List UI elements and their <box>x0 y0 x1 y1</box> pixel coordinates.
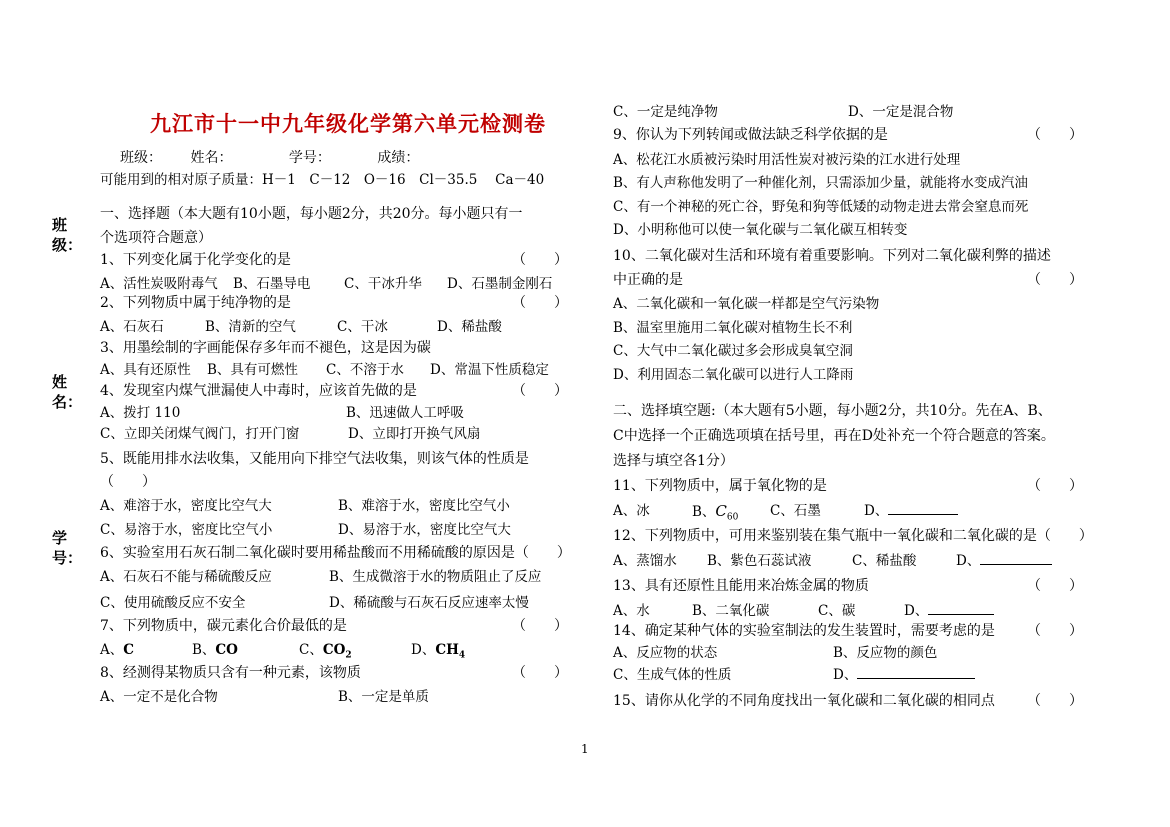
class-field-label: 班级： <box>120 150 162 166</box>
q7-option-b <box>192 641 238 659</box>
q11-option-b-subscript: 60 <box>726 512 739 523</box>
q7-option-c-prefix: C、 <box>299 642 323 658</box>
q10-stem-line2: 中正确的是 <box>613 272 683 288</box>
q7-option-d-subscript: 4 <box>458 650 466 661</box>
q12-option-d <box>956 552 1052 570</box>
q10-paren: （ ） <box>1027 272 1083 288</box>
q8-option-a: A、一定不是化合物 <box>100 689 218 705</box>
q5-option-b: B、难溶于水，密度比空气小 <box>338 498 510 514</box>
q9-stem: 9、你认为下列转闻或做法缺乏科学依据的是 <box>613 127 888 143</box>
q4-option-a: A、拨打 110 <box>100 405 181 421</box>
q1-paren: （ ） <box>512 252 568 268</box>
page-title: 九江市十一中九年级化学第六单元检测卷 <box>150 111 546 136</box>
student-info-row <box>120 147 419 167</box>
q14-option-a: A、反应物的状态 <box>613 645 718 661</box>
q10-option-c: C、大气中二氧化碳过多会形成臭氧空洞 <box>613 343 853 359</box>
q4-option-c: C、立即关闭煤气阀门，打开门窗 <box>100 426 300 442</box>
q9-option-c: C、有一个神秘的死亡谷，野兔和狗等低矮的动物走进去常会窒息而死 <box>613 199 1029 215</box>
q7-option-a-formula: C <box>123 642 134 658</box>
q7-option-c <box>299 641 352 665</box>
q6-option-d: D、稀硫酸与石灰石反应速率太慢 <box>329 595 529 611</box>
section1-heading-line1: 一、选择题（本大题有10小题，每小题2分，共20分。每小题只有一 <box>100 206 523 222</box>
q13-option-b: B、二氧化碳 <box>692 603 770 619</box>
section1-heading-line2: 个选项符合题意） <box>100 230 212 246</box>
q2-stem: 2、下列物质中属于纯净物的是 <box>100 295 291 311</box>
name-field-label: 姓名： <box>190 150 233 166</box>
q1-option-a: A、活性炭吸附毒气 <box>100 276 218 292</box>
q10-option-b: B、温室里施用二氧化碳对植物生长不利 <box>613 320 853 336</box>
q11-option-b-formula: C <box>715 502 727 520</box>
q13-option-c: C、碳 <box>818 603 856 619</box>
q2-paren: （ ） <box>512 295 568 311</box>
q14-option-c: C、生成气体的性质 <box>613 667 732 683</box>
q11-option-a: A、冰 <box>613 503 650 519</box>
q7-option-c-formula: CO <box>322 642 346 658</box>
atomic-mass-note: 可能用到的相对原子质量：H－1 C－12 O－16 Cl－35.5 Ca－40 <box>100 172 545 188</box>
q14-option-b: B、反应物的颜色 <box>833 645 938 661</box>
score-field-label: 成绩： <box>377 150 420 166</box>
q9-option-b: B、有人声称他发明了一种催化剂，只需添加少量，就能将水变成汽油 <box>613 175 1028 191</box>
q6-option-a: A、石灰石不能与稀硫酸反应 <box>100 569 272 585</box>
q9-option-a: A、松花江水质被污染时用活性炭对被污染的江水进行处理 <box>613 152 961 168</box>
q10-stem-line1: 10、二氧化碳对生活和环境有着重要影响。下列对二氧化碳利弊的描述 <box>613 248 1051 264</box>
page-number: 1 <box>581 742 589 756</box>
q12-option-d-label: D、 <box>956 553 981 569</box>
q6-option-c: C、使用硫酸反应不安全 <box>100 595 246 611</box>
q8-option-b: B、一定是单质 <box>338 689 429 705</box>
q2-option-b: B、清新的空气 <box>205 319 296 335</box>
q8-option-d: D、一定是混合物 <box>848 104 954 120</box>
q11-stem: 11、下列物质中，属于氧化物的是 <box>613 478 827 494</box>
q3-option-c: C、不溶于水 <box>326 362 404 378</box>
q5-option-d: D、易溶于水，密度比空气大 <box>338 522 511 538</box>
q11-answer-blank[interactable] <box>888 502 958 515</box>
q11-option-d <box>864 502 958 520</box>
q13-answer-blank[interactable] <box>928 602 994 615</box>
q12-option-b: B、紫色石蕊试液 <box>707 553 812 569</box>
q13-paren: （ ） <box>1027 578 1083 594</box>
q2-option-a: A、石灰石 <box>100 319 164 335</box>
q3-stem: 3、用墨绘制的字画能保存多年而不褪色，这是因为碳 <box>100 340 431 356</box>
q14-answer-blank[interactable] <box>857 666 975 679</box>
q2-option-d: D、稀盐酸 <box>437 319 502 335</box>
q11-option-b-prefix: B、 <box>692 504 716 520</box>
q13-option-d <box>904 602 994 620</box>
q1-option-c: C、干冰升华 <box>344 276 422 292</box>
q1-option-b: B、石墨导电 <box>233 276 311 292</box>
q12-option-c: C、稀盐酸 <box>852 553 917 569</box>
q11-paren: （ ） <box>1027 478 1083 494</box>
q7-option-d-prefix: D、 <box>411 642 436 658</box>
side-name-label: 姓名： <box>52 373 83 411</box>
side-class-label: 班级： <box>52 216 83 254</box>
q13-option-a: A、水 <box>613 603 650 619</box>
q3-option-d: D、常温下性质稳定 <box>430 362 549 378</box>
q7-paren: （ ） <box>512 618 568 634</box>
q7-option-d <box>411 641 465 665</box>
q5-option-a: A、难溶于水，密度比空气大 <box>100 498 272 514</box>
q13-stem: 13、具有还原性且能用来冶炼金属的物质 <box>613 578 869 594</box>
q7-option-b-prefix: B、 <box>192 642 216 658</box>
q4-stem: 4、发现室内煤气泄漏使人中毒时，应该首先做的是 <box>100 383 417 399</box>
q5-paren: （ ） <box>100 474 156 490</box>
q9-option-d: D、小明称他可以使一氧化碳与二氧化碳互相转变 <box>613 222 908 238</box>
q8-stem: 8、经测得某物质只含有一种元素，该物质 <box>100 665 361 681</box>
q15-stem: 15、请你从化学的不同角度找出一氧化碳和二氧化碳的相同点 <box>613 693 995 709</box>
q3-option-b: B、具有可燃性 <box>207 362 298 378</box>
q14-stem: 14、确定某种气体的实验室制法的发生装置时，需要考虑的是 <box>613 623 995 639</box>
q10-option-a: A、二氧化碳和一氧化碳一样都是空气污染物 <box>613 296 880 312</box>
q14-option-d <box>833 666 975 684</box>
q12-stem: 12、下列物质中，可用来鉴别装在集气瓶中一氧化碳和二氧化碳的是（ ） <box>613 528 1093 544</box>
q7-option-c-subscript: 2 <box>345 650 352 661</box>
q4-option-d: D、立即打开换气风扇 <box>348 426 481 442</box>
q11-option-c: C、石墨 <box>770 503 821 519</box>
q13-option-d-label: D、 <box>904 603 929 619</box>
q12-answer-blank[interactable] <box>980 552 1052 565</box>
q1-option-d: D、石墨制金刚石 <box>447 276 553 292</box>
id-field-label: 学号： <box>288 150 331 166</box>
q7-option-a <box>100 641 134 659</box>
section2-heading-line2: C中选择一个正确选项填在括号里，再在D处补充一个符合题意的答案。 <box>613 428 1055 444</box>
q8-option-c: C、一定是纯净物 <box>613 104 718 120</box>
q2-option-c: C、干冰 <box>337 319 388 335</box>
q7-option-a-prefix: A、 <box>100 642 124 658</box>
q6-stem: 6、实验室用石灰石制二氧化碳时要用稀盐酸而不用稀硫酸的原因是（ ） <box>100 545 571 561</box>
section2-heading-line3: 选择与填空各1分） <box>613 453 734 469</box>
section2-heading-line1: 二、选择填空题:（本大题有5小题，每小题2分，共10分。先在A、B、 <box>613 403 1052 419</box>
q5-stem: 5、既能用排水法收集，又能用向下排空气法收集，则该气体的性质是 <box>100 451 529 467</box>
q14-paren: （ ） <box>1027 623 1083 639</box>
q7-option-d-formula: CH <box>435 642 459 658</box>
q14-option-d-label: D、 <box>833 667 858 683</box>
side-id-label: 学号： <box>52 529 83 567</box>
q8-paren: （ ） <box>512 665 568 681</box>
q7-option-b-formula: CO <box>215 642 238 658</box>
q12-option-a: A、蒸馏水 <box>613 553 677 569</box>
q3-option-a: A、具有还原性 <box>100 362 191 378</box>
q1-stem: 1、下列变化属于化学变化的是 <box>100 252 291 268</box>
q10-option-d: D、利用固态二氧化碳可以进行人工降雨 <box>613 367 854 383</box>
q6-option-b: B、生成微溶于水的物质阻止了反应 <box>329 569 542 585</box>
q4-option-b: B、迅速做人工呼吸 <box>346 405 464 421</box>
q11-option-b <box>692 502 738 527</box>
q15-paren: （ ） <box>1027 693 1083 709</box>
q11-option-d-label: D、 <box>864 503 889 519</box>
q7-stem: 7、下列物质中，碳元素化合价最低的是 <box>100 618 347 634</box>
q4-paren: （ ） <box>512 383 568 399</box>
q5-option-c: C、易溶于水，密度比空气小 <box>100 522 273 538</box>
q9-paren: （ ） <box>1027 127 1083 143</box>
